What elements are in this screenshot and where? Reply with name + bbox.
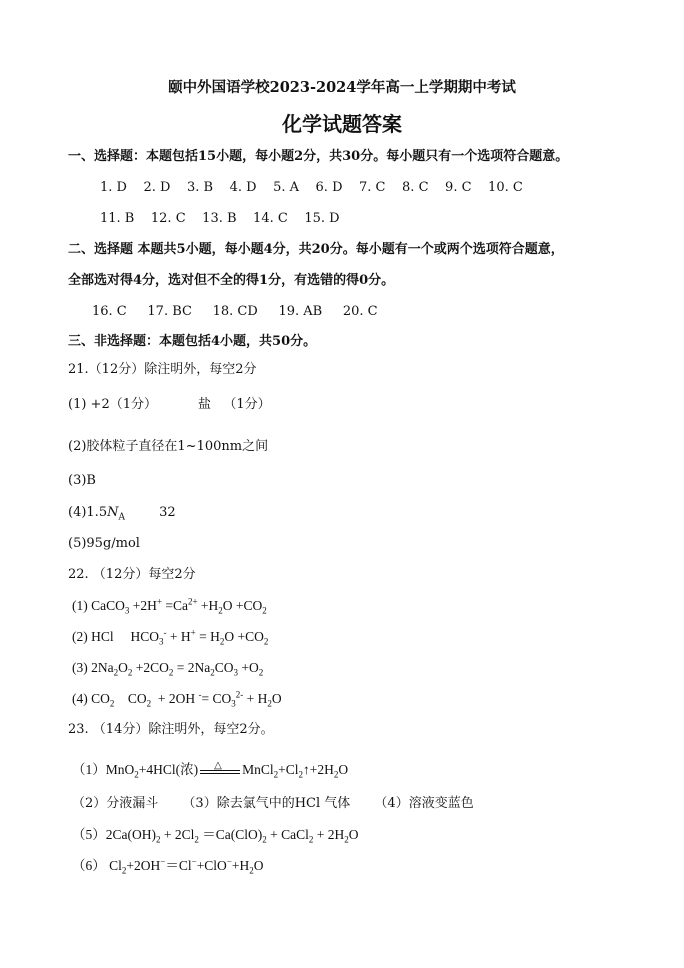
page-title: 化学试题答案 — [282, 112, 402, 136]
q21-part4-prefix: (4)1.5 — [68, 505, 108, 520]
section1-answers-row2: 11. B 12. C 13. B 14. C 15. D — [100, 211, 340, 226]
q22-line1-label: (1) — [72, 598, 92, 613]
q21-part2: (2)胶体粒子直径在1~100nm之间 — [68, 439, 269, 454]
q21-part4-value: 32 — [159, 505, 176, 520]
q22-line4-label: (4) CO — [72, 691, 110, 706]
q22-line3-label: (3) — [72, 660, 92, 675]
school-exam-line: 颐中外国语学校2023-2024学年高一上学期期中考试 — [168, 79, 516, 96]
q23-line3: $(5)2Ca(OH)_2 + 2Cl_2 =Ca(ClO)_2$ + CaCl$_2$ + $2H_2O$ — [72, 827, 359, 845]
heating-condition-mark: △ — [198, 764, 242, 778]
q21-part4-sub: A — [118, 512, 125, 523]
q23-part3: （3）除去氯气中的HCl 气体 — [182, 796, 351, 811]
q23-part2: （2）分液漏斗 — [72, 796, 159, 811]
q22-line4-a: CO — [127, 691, 147, 706]
q22-line2: (2) HCl $HCO_3^- + H^+ = H_2O +CO_2$ — [72, 627, 269, 647]
section1-answers-row1: 1. D 2. D 3. B 4. D 5. A 6. D 7. C 8. C 9. C 10. C — [100, 180, 523, 195]
section2-answers: 16. C 17. BC 18. CD 19. AB 20. C — [92, 304, 378, 319]
section1-heading: 一、选择题：本题包括15小题，每小题2分，共30分。每小题只有一个选项符合题意。 — [68, 149, 569, 164]
q22-header: 22. （12分）每空2分 — [68, 567, 196, 582]
q21-part4-n: N — [107, 505, 119, 520]
q21-part1-a: (1) +2（1分） — [68, 397, 157, 412]
q23-header: 23. （14分）除注明外，每空2分。 — [68, 722, 274, 737]
q21-header: 21.（12分）除注明外，每空2分 — [68, 362, 257, 377]
section2-heading-line1: 二、选择题 本题共5小题，每小题4分，共20分。每小题有一个或两个选项符合题意， — [68, 242, 564, 257]
q21-part5: (5)95g/mol — [68, 536, 140, 551]
q23-line2 — [72, 794, 474, 814]
q23-line4: （6） $Cl_2+2OH^-=Cl^-+ClO^-+H_2O$ — [72, 856, 264, 876]
q22-line2-label: (2) HCl — [72, 629, 114, 644]
q23-line1-label: （1） — [72, 762, 106, 777]
q21-part4 — [68, 503, 176, 523]
q23-line3-label: （5） — [72, 827, 106, 842]
q21-part1-b: 盐 （1分） — [198, 397, 271, 412]
q23-part4: （4）溶液变蓝色 — [374, 796, 474, 811]
q23-line4-label: （6） — [72, 858, 106, 873]
q22-line4: (4) $CO_2$ $CO_2 + 2OH$ $^-= CO_3^{2-} + H_2O$ — [72, 689, 282, 709]
q21-part3: (3)B — [68, 473, 96, 488]
section2-heading-line2: 全部选对得4分，选对但不全的得1分，有选错的得0分。 — [68, 273, 395, 288]
q22-line3: (3) $2Na_2O_2 +2CO_2 = 2Na_2CO_3 +O_2$ — [72, 660, 264, 678]
q22-line1: (1) CaCO$_3$ $+2H^+ =Ca^{2+} +H_2O +CO_2$ — [72, 596, 267, 616]
section3-heading: 三、非选择题：本题包括4小题，共50分。 — [68, 334, 317, 349]
q23-line1: （1）MnO$_2$+4HCl(浓) △ $MnCl_2+Cl_2↑+2H_2O$ — [72, 759, 349, 780]
